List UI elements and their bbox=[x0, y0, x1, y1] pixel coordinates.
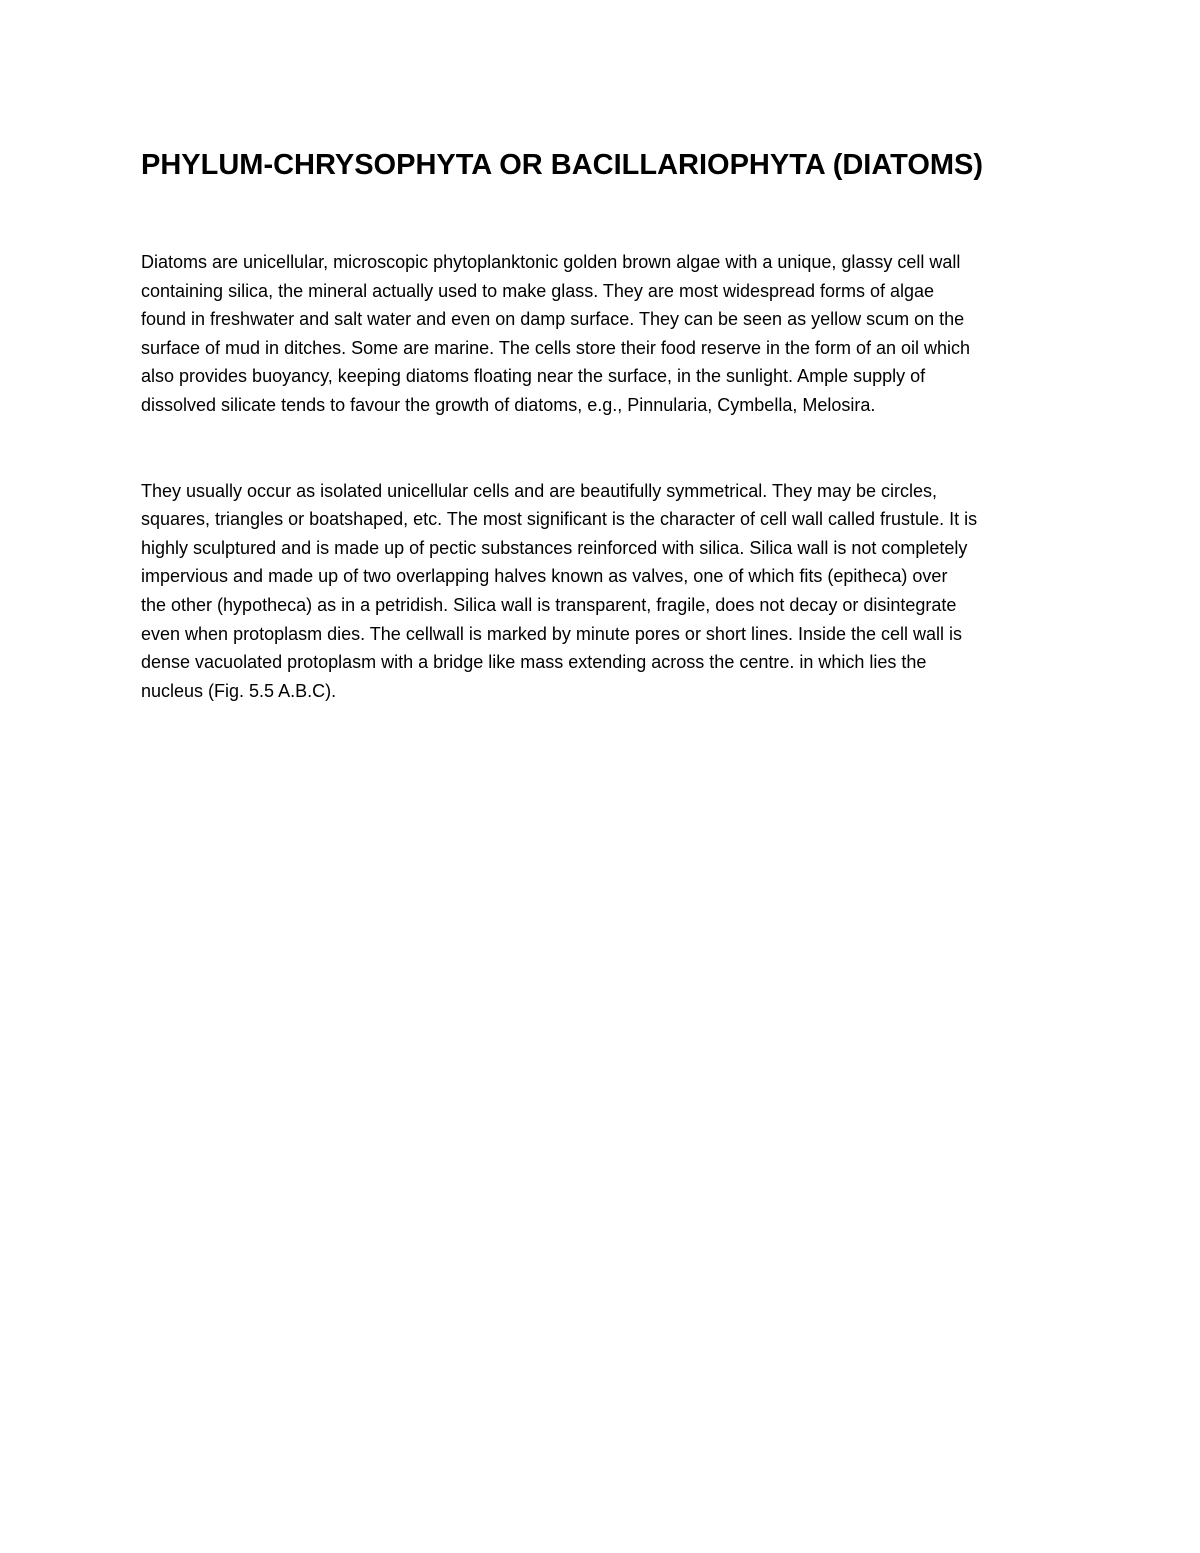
paragraph-line: found in freshwater and salt water and even on damp surface. They can be seen as yellow scum on the bbox=[141, 309, 965, 330]
paragraph-line: surface of mud in ditches. Some are marine. The cells store their food reserve in the form of an oil which bbox=[141, 337, 971, 358]
paragraph-line: Diatoms are unicellular, microscopic phytoplanktonic golden brown algae with a unique, glassy cell wall bbox=[141, 252, 961, 272]
paragraph-diatoms-structure bbox=[141, 477, 1071, 706]
paragraph-line: They usually occur as isolated unicellular cells and are beautifully symmetrical. They may be circles, bbox=[141, 480, 938, 501]
paragraph-line: dissolved silicate tends to favour the growth of diatoms, e.g., Pinnularia, Cymbella, Melosira. bbox=[141, 394, 876, 415]
document-title: PHYLUM-CHRYSOPHYTA OR BACILLARIOPHYTA (DIATOMS) bbox=[141, 149, 984, 181]
paragraph-line: dense vacuolated protoplasm with a bridge like mass extending across the centre. in which lies the bbox=[141, 652, 927, 673]
paragraph-line: squares, triangles or boatshaped, etc. The most significant is the character of cell wall called frustule. It is bbox=[141, 509, 978, 530]
paragraph-line: impervious and made up of two overlapping halves known as valves, one of which fits (epitheca) over bbox=[141, 566, 948, 587]
document-body bbox=[141, 145, 1071, 705]
paragraph-diatoms-description bbox=[141, 248, 1071, 420]
paragraph-line: nucleus (Fig. 5.5 A.B.C). bbox=[141, 680, 337, 701]
paragraph-line: also provides buoyancy, keeping diatoms floating near the surface, in the sunlight. Ample supply of bbox=[141, 366, 926, 387]
paragraph-line: even when protoplasm dies. The cellwall is marked by minute pores or short lines. Inside the cell wall is bbox=[141, 623, 963, 644]
paragraph-line: the other (hypotheca) as in a petridish. Silica wall is transparent, fragile, does not decay or disintegrate bbox=[141, 594, 957, 615]
paragraph-line: containing silica, the mineral actually used to make glass. They are most widespread forms of algae bbox=[141, 280, 935, 301]
paragraph-line: highly sculptured and is made up of pectic substances reinforced with silica. Silica wall is not completely bbox=[141, 537, 968, 558]
